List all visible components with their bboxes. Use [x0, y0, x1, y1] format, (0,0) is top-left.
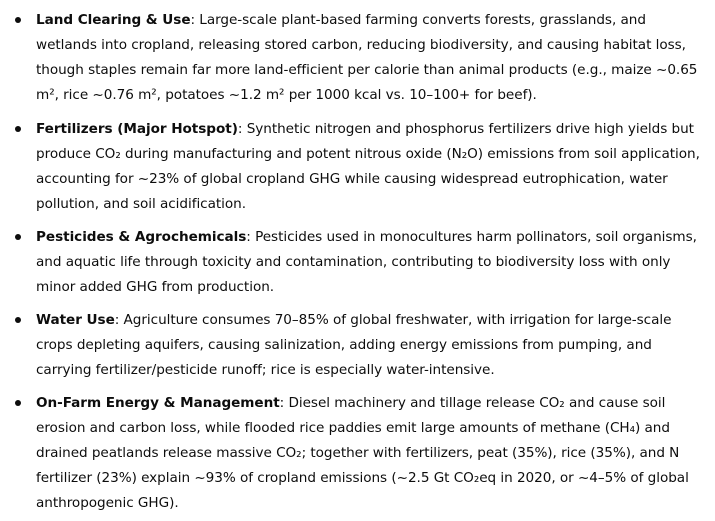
item-text: : Pesticides used in monocultures harm pollinators, soil organisms, and aquatic life through toxicity and contamination, contributing to biodiversity loss with only minor added GHG from production. [36, 229, 697, 295]
bullet-dot [15, 400, 21, 406]
bullet-dot [15, 126, 21, 132]
list-item [36, 117, 706, 217]
item-text: : Agriculture consumes 70–85% of global freshwater, with irrigation for large-scale crops depleting aquifers, causing salinization, adding energy emissions from pumping, and carrying fertilizer/pesticide runoff; rice is especially water-intensive. [36, 312, 672, 378]
item-title: Fertilizers (Major Hotspot) [36, 121, 238, 137]
list-item [36, 391, 706, 516]
list-item [36, 308, 706, 383]
bullet-dot [15, 317, 21, 323]
item-text: : Diesel machinery and tillage release CO₂ and cause soil erosion and carbon loss, while flooded rice paddies emit large amounts of methane (CH₄) and drained peatlands release massive CO₂; together with fertilizers, peat (35%), rice (35%), and N fertilizer (23%) explain ~93% of cropland emissions (~2.5 Gt CO₂eq in 2020, or ~4–5% of global anthropogenic GHG). [36, 395, 689, 511]
item-text: : Synthetic nitrogen and phosphorus fertilizers drive high yields but produce CO₂ during manufacturing and potent nitrous oxide (N₂O) emissions from soil application, accounting for ~23% of global cropland GHG while causing widespread eutrophication, water pollution, and soil acidification. [36, 121, 700, 212]
item-title: Land Clearing & Use [36, 12, 191, 28]
list-item [36, 225, 706, 300]
item-title: Water Use [36, 312, 115, 328]
bullet-dot [15, 234, 21, 240]
bullet-dot [15, 17, 21, 23]
item-text: : Large-scale plant-based farming converts forests, grasslands, and wetlands into cropland, releasing stored carbon, reducing biodiversity, and causing habitat loss, though staples remain far more land-efficient per calorie than animal products (e.g., maize ~0.65 m², rice ~0.76 m², potatoes ~1.2 m² per 1000 kcal vs. 10–100+ for beef). [36, 12, 698, 103]
item-title: Pesticides & Agrochemicals [36, 229, 247, 245]
item-title: On-Farm Energy & Management [36, 395, 280, 411]
list-item [36, 8, 706, 108]
